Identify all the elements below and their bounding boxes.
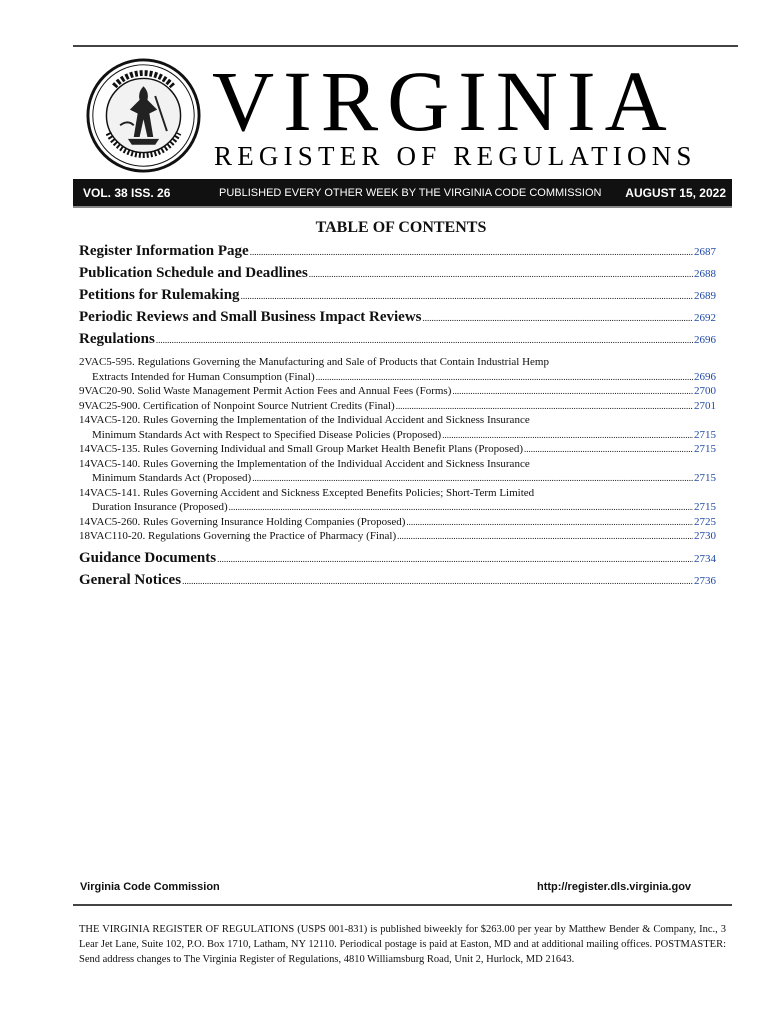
leader-dots <box>406 515 693 530</box>
toc-entry-title: Petitions for Rulemaking <box>79 287 240 303</box>
toc-page-link[interactable]: 2701 <box>694 399 716 412</box>
toc-entry-guidance-documents[interactable] <box>79 548 716 570</box>
toc-page-link[interactable]: 2715 <box>694 501 716 513</box>
leader-dots <box>396 399 693 414</box>
masthead-title: VIRGINIA <box>212 53 676 149</box>
leader-dots <box>217 549 693 569</box>
bottom-rule <box>73 904 732 906</box>
regulation-entry[interactable] <box>79 384 716 399</box>
leader-dots <box>442 428 693 443</box>
regulation-entry[interactable] <box>79 370 716 385</box>
footer-commission: Virginia Code Commission <box>80 881 220 893</box>
virginia-seal-icon <box>85 57 202 174</box>
leader-dots <box>229 500 693 515</box>
toc-page-link[interactable]: 2725 <box>694 515 716 528</box>
regulation-entry-title: 14VAC5-135. Rules Governing Individual and Small Group Market Health Benefit Plans (Proposed) <box>79 443 524 455</box>
footer-url-link[interactable]: http://register.dls.virginia.gov <box>537 881 692 893</box>
volume-label: VOL. 38 ISS. 26 <box>83 185 171 200</box>
leader-dots <box>452 384 693 399</box>
regulation-entry-title: Minimum Standards Act (Proposed) <box>92 472 252 484</box>
toc-page-link[interactable]: 2715 <box>694 443 716 455</box>
leader-dots <box>241 286 693 306</box>
leader-dots <box>182 571 693 591</box>
masthead-subtitle: REGISTER OF REGULATIONS <box>214 141 697 171</box>
regulation-entry[interactable] <box>79 442 716 457</box>
publisher-line: PUBLISHED EVERY OTHER WEEK BY THE VIRGINIA CODE COMMISSION <box>219 186 602 199</box>
toc-page-link[interactable]: 2696 <box>694 334 716 346</box>
toc-entry-petitions[interactable] <box>79 285 716 307</box>
toc-page-link[interactable]: 2692 <box>694 312 716 324</box>
regulation-entry[interactable] <box>79 529 716 544</box>
regulation-entry[interactable] <box>79 500 716 515</box>
toc-page-link[interactable]: 2689 <box>694 290 716 302</box>
leader-dots <box>316 370 693 385</box>
toc-entry-publication-schedule[interactable] <box>79 263 716 285</box>
toc-entry-general-notices[interactable] <box>79 570 716 592</box>
toc-entry-title: Periodic Reviews and Small Business Impact Reviews <box>79 309 422 325</box>
regulation-entry[interactable] <box>79 471 716 486</box>
toc-page-link[interactable]: 2700 <box>694 385 716 397</box>
leader-dots <box>397 529 693 544</box>
leader-dots <box>252 471 693 486</box>
regulation-entry-line: 2VAC5-595. Regulations Governing the Manufacturing and Sale of Products that Contain Industrial Hemp <box>79 356 549 368</box>
regulation-entry-title: Extracts Intended for Human Consumption (Final) <box>92 370 315 383</box>
regulation-entry-title: Minimum Standards Act with Respect to Specified Disease Policies (Proposed) <box>92 428 442 441</box>
publication-notice: THE VIRGINIA REGISTER OF REGULATIONS (USPS 001-831) is published biweekly for $263.00 per year by Matthew Bender & Company, Inc., 3 Lear Jet Lane, Suite 102, P.O. Box 1710, Latham, NY 12110. Periodical postage is paid at Easton, MD and at additional mailing offices. POSTMASTER: Send address changes to The Virginia Register of Regulations, 4810 Williamsburg Road, Unit 2, Hurlock, MD 21643. <box>79 924 726 965</box>
toc-entry-regulations[interactable] <box>79 329 716 351</box>
regulation-entry-title: 9VAC20-90. Solid Waste Management Permit Action Fees and Annual Fees (Forms) <box>79 385 452 397</box>
regulation-entry-line: 14VAC5-141. Rules Governing Accident and Sickness Excepted Benefits Policies; Short-Term Limited <box>79 486 535 499</box>
toc-heading: TABLE OF CONTENTS <box>315 219 487 236</box>
regulation-entry[interactable] <box>79 515 716 530</box>
toc-entry-register-information[interactable] <box>79 241 716 263</box>
regulation-entry-title: Duration Insurance (Proposed) <box>92 501 228 513</box>
leader-dots <box>524 442 693 457</box>
top-rule <box>73 45 738 47</box>
toc-page-link[interactable]: 2736 <box>694 574 716 587</box>
regulation-entry[interactable] <box>79 428 716 443</box>
leader-dots <box>156 330 693 350</box>
toc-entry-title: General Notices <box>79 571 182 588</box>
toc-page-link[interactable]: 2688 <box>694 268 716 280</box>
toc-entry-title: Regulations <box>79 331 155 347</box>
toc-page-link[interactable]: 2734 <box>694 552 716 565</box>
toc-entry-title: Guidance Documents <box>79 549 217 566</box>
toc-page-link[interactable]: 2715 <box>694 472 716 484</box>
toc-page-link[interactable]: 2715 <box>694 428 716 441</box>
leader-dots <box>250 242 693 262</box>
issue-banner <box>73 179 732 208</box>
table-of-contents <box>79 241 716 592</box>
toc-page-link[interactable]: 2687 <box>694 246 716 258</box>
regulation-entry-line: 14VAC5-140. Rules Governing the Implementation of the Individual Accident and Sickness Insurance <box>79 457 530 470</box>
toc-page-link[interactable]: 2696 <box>694 370 716 383</box>
regulation-entry-title: 18VAC110-20. Regulations Governing the Practice of Pharmacy (Final) <box>79 530 397 542</box>
toc-entry-title: Publication Schedule and Deadlines <box>79 265 308 281</box>
leader-dots <box>309 264 693 284</box>
leader-dots <box>423 308 694 328</box>
toc-page-link[interactable]: 2730 <box>694 530 716 542</box>
toc-entry-title: Register Information Page <box>79 243 249 259</box>
issue-date: AUGUST 15, 2022 <box>625 185 726 200</box>
regulation-entry-title: 14VAC5-260. Rules Governing Insurance Holding Companies (Proposed) <box>79 515 406 528</box>
toc-entry-periodic-reviews[interactable] <box>79 307 716 329</box>
regulation-entry[interactable] <box>79 399 716 414</box>
regulation-entry-title: 9VAC25-900. Certification of Nonpoint Source Nutrient Credits (Final) <box>79 399 395 412</box>
regulation-entry-line: 14VAC5-120. Rules Governing the Implementation of the Individual Accident and Sickness Insurance <box>79 414 530 426</box>
